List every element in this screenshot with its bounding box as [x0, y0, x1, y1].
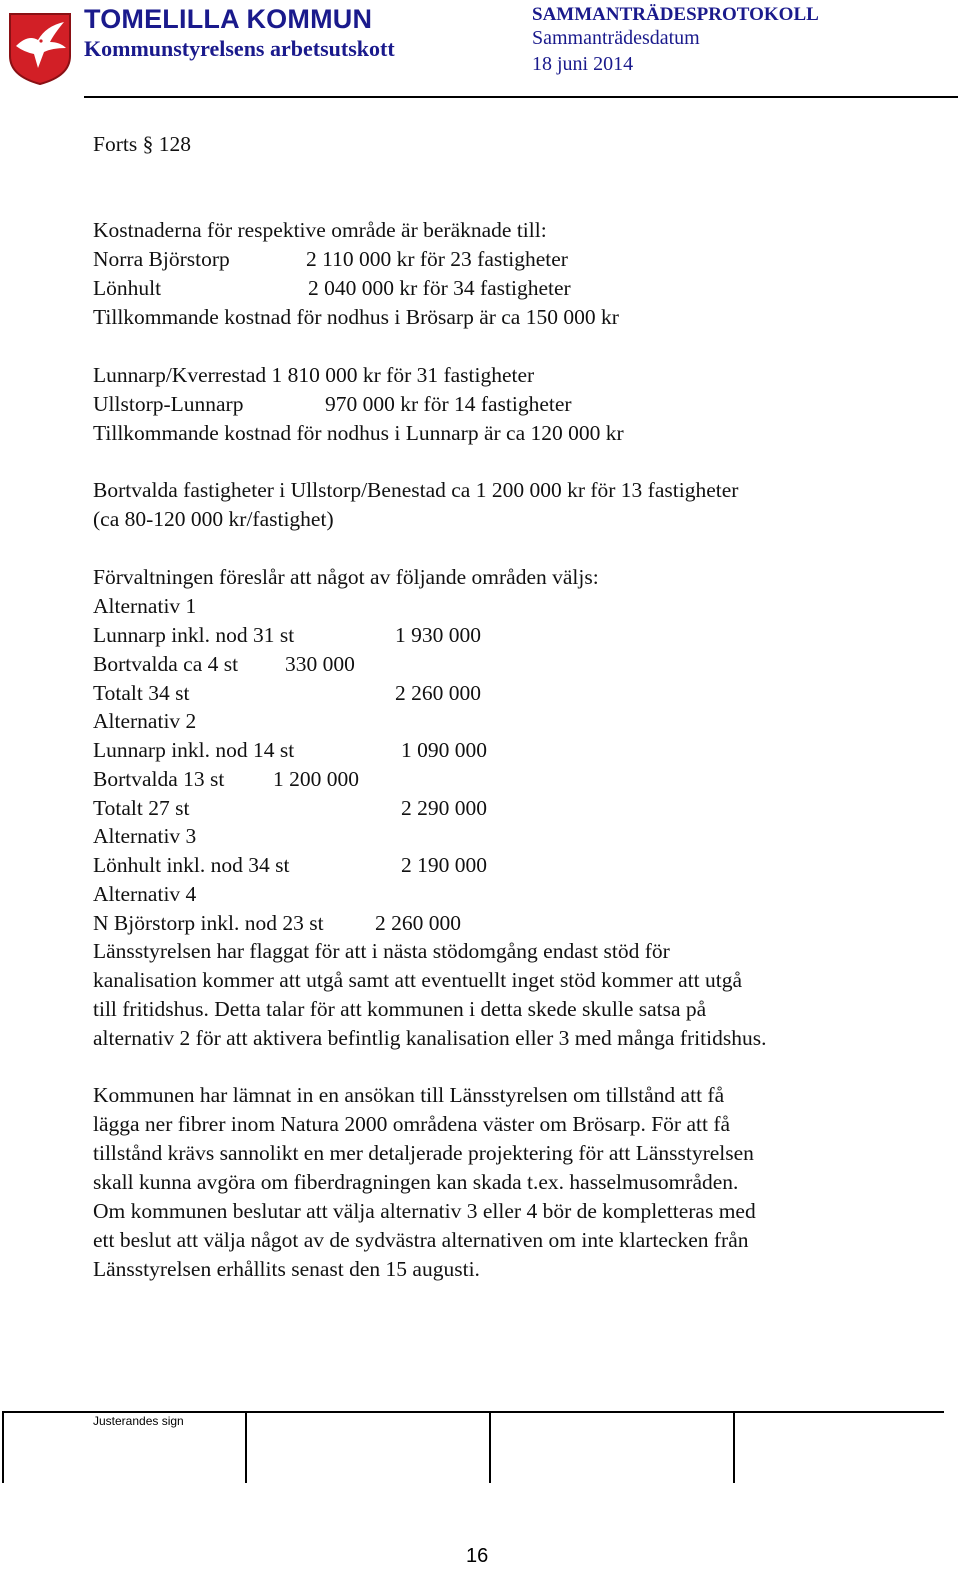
signature-box-divider [245, 1411, 247, 1483]
committee-name: Kommunstyrelsens arbetsutskott [84, 36, 395, 61]
alternative-row-value: 1 930 000 [395, 623, 481, 647]
header-divider [84, 96, 958, 98]
alternative-row-label: Lönhult inkl. nod 34 st [93, 853, 290, 877]
section-heading: Forts § 128 [93, 132, 191, 156]
signature-box-divider [489, 1411, 491, 1483]
signature-box-top-rule [2, 1411, 944, 1413]
alternative-row-value: 1 200 000 [273, 767, 359, 791]
alternative-row-label: Totalt 34 st [93, 681, 190, 705]
cost-area-name: Ullstorp-Lunnarp [93, 392, 244, 416]
alternative-row-label: N Björstorp inkl. nod 23 st [93, 911, 324, 935]
alternative-row-label: Bortvalda 13 st [93, 767, 225, 791]
cost-note: Tillkommande kostnad för nodhus i Lunnarp är ca 120 000 kr [93, 421, 624, 445]
paragraph-line: till fritidshus. Detta talar för att kommunen i detta skede skulle satsa på [93, 997, 707, 1021]
alternative-row-value: 2 290 000 [401, 796, 487, 820]
alternative-title: Alternativ 3 [93, 824, 197, 848]
page-number: 16 [466, 1545, 489, 1567]
paragraph-line: kanalisation kommer att utgå samt att eventuellt inget stöd kommer att utgå [93, 968, 743, 992]
alternative-row-value: 2 190 000 [401, 853, 487, 877]
paragraph-line: tillstånd krävs sannolikt en mer detaljerade projektering för att Länsstyrelsen [93, 1141, 754, 1165]
cost-note: Tillkommande kostnad för nodhus i Brösarp är ca 150 000 kr [93, 305, 619, 329]
document-type: SAMMANTRÄDESPROTOKOLL [532, 4, 819, 25]
alternative-title: Alternativ 4 [93, 882, 197, 906]
signature-label: Justerandes sign [93, 1414, 184, 1428]
cost-area-value: 2 040 000 kr för 34 fastigheter [308, 276, 571, 300]
cost-area-line: Lunnarp/Kverrestad 1 810 000 kr för 31 fastigheter [93, 363, 535, 387]
paragraph-line: ett beslut att välja något av de sydvästra alternativen om inte klartecken från [93, 1228, 749, 1252]
meeting-date-label: Sammanträdesdatum [532, 27, 700, 49]
paragraph-line: Länsstyrelsen erhållits senast den 15 augusti. [93, 1257, 480, 1281]
alternative-row-value: 330 000 [285, 652, 355, 676]
cost-area-value: 970 000 kr för 14 fastigheter [325, 392, 572, 416]
costs-intro: Kostnaderna för respektive område är beräknade till: [93, 218, 547, 242]
paragraph-line: Om kommunen beslutar att välja alternativ 3 eller 4 bör de kompletteras med [93, 1199, 756, 1223]
paragraph-line: lägga ner fibrer inom Natura 2000 områdena väster om Brösarp. För att få [93, 1112, 731, 1136]
alternative-row-label: Lunnarp inkl. nod 14 st [93, 738, 295, 762]
alternative-title: Alternativ 2 [93, 709, 197, 733]
alternative-row-label: Lunnarp inkl. nod 31 st [93, 623, 295, 647]
organization-name: TOMELILLA KOMMUN [84, 4, 373, 34]
excluded-properties-note: (ca 80-120 000 kr/fastighet) [93, 507, 334, 531]
paragraph-line: Länsstyrelsen har flaggat för att i nästa stödomgång endast stöd för [93, 939, 670, 963]
paragraph-line: alternativ 2 för att aktivera befintlig kanalisation eller 3 med många fritidshus. [93, 1026, 767, 1050]
alternative-title: Alternativ 1 [93, 594, 197, 618]
coat-of-arms-logo-icon [8, 12, 72, 86]
cost-area-name: Lönhult [93, 276, 162, 300]
alternative-row-value: 2 260 000 [395, 681, 481, 705]
proposal-intro: Förvaltningen föreslår att något av följande områden väljs: [93, 565, 599, 589]
alternative-row-value: 2 260 000 [375, 911, 461, 935]
cost-area-name: Norra Björstorp [93, 247, 230, 271]
paragraph-line: Kommunen har lämnat in en ansökan till Länsstyrelsen om tillstånd att få [93, 1083, 725, 1107]
signature-box-divider [733, 1411, 735, 1483]
cost-area-value: 2 110 000 kr för 23 fastigheter [306, 247, 568, 271]
excluded-properties-line: Bortvalda fastigheter i Ullstorp/Benestad ca 1 200 000 kr för 13 fastigheter [93, 478, 739, 502]
paragraph-line: skall kunna avgöra om fiberdragningen kan skada t.ex. hasselmusområden. [93, 1170, 739, 1194]
alternative-row-label: Bortvalda ca 4 st [93, 652, 239, 676]
signature-box-divider [2, 1411, 4, 1483]
alternative-row-label: Totalt 27 st [93, 796, 190, 820]
meeting-date: 18 juni 2014 [532, 53, 634, 75]
alternative-row-value: 1 090 000 [401, 738, 487, 762]
